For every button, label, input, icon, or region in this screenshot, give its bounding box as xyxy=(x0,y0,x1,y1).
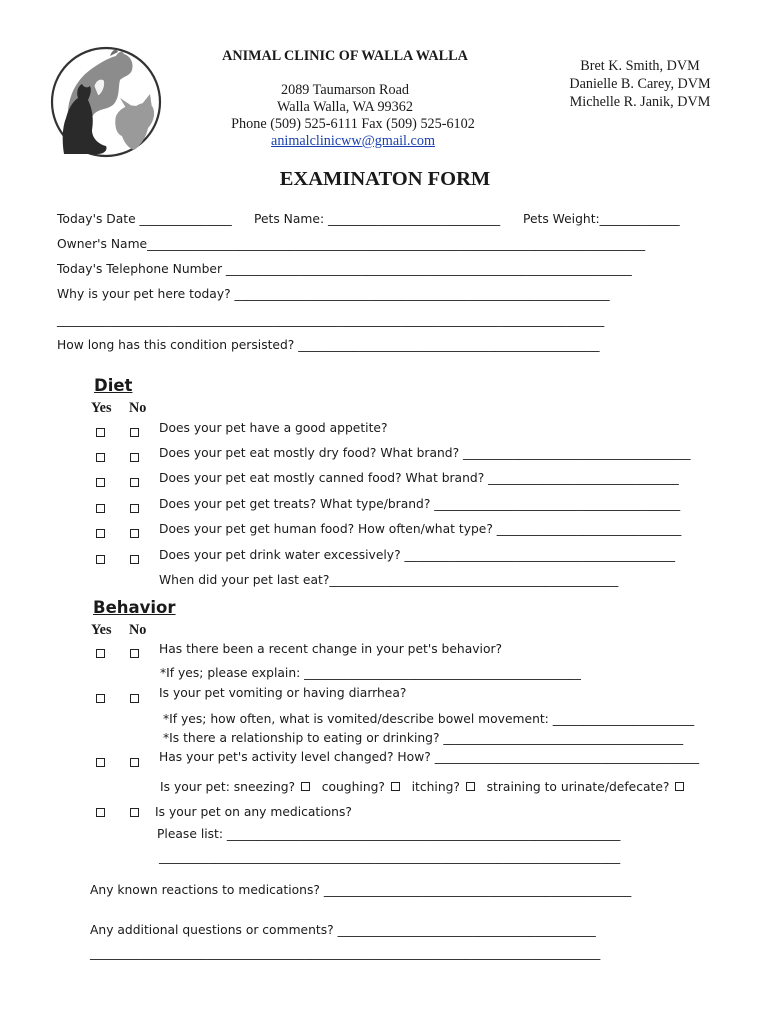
behavior-change-question: Has there been a recent change in your pet's behavior? xyxy=(159,642,503,656)
doctor-3: Michelle R. Janik, DVM xyxy=(569,94,711,110)
treats-question[interactable]: Does your pet get treats? What type/brand? ________________________________________ xyxy=(159,497,681,511)
human-food-no-checkbox[interactable] xyxy=(130,529,139,538)
medications-no-checkbox[interactable] xyxy=(130,808,139,817)
phone-fax: Phone (509) 525-6111 Fax (509) 525-6102 xyxy=(231,116,475,132)
canned-food-no-checkbox[interactable] xyxy=(130,478,139,487)
behavior-explain-field[interactable]: *If yes; please explain: _____________________________________________ xyxy=(160,666,581,680)
medication-reactions-field[interactable]: Any known reactions to medications? __________________________________________________ xyxy=(90,883,632,897)
water-no-checkbox[interactable] xyxy=(130,555,139,564)
pets-name-field[interactable]: Pets Name: ____________________________ xyxy=(254,212,501,226)
straining-label: straining to urinate/defecate? xyxy=(486,780,670,794)
vomit-frequency-field[interactable]: *If yes; how often, what is vomited/describe bowel movement: _______________________ xyxy=(163,712,695,726)
canned-food-yes-checkbox[interactable] xyxy=(96,478,105,487)
itching-checkbox[interactable] xyxy=(466,782,475,791)
is-your-pet-label: Is your pet: sneezing? xyxy=(160,780,296,794)
human-food-question[interactable]: Does your pet get human food? How often/what type? ______________________________ xyxy=(159,522,682,536)
activity-yes-checkbox[interactable] xyxy=(96,758,105,767)
appetite-yes-checkbox[interactable] xyxy=(96,428,105,437)
why-here-continued-field[interactable]: _________________________________________________________________________________________ xyxy=(57,313,605,327)
symptoms-row xyxy=(160,780,684,794)
appetite-question: Does your pet have a good appetite? xyxy=(159,421,388,435)
additional-comments-line-2[interactable]: ___________________________________________________________________________________ xyxy=(90,946,601,960)
itching-label: itching? xyxy=(411,780,460,794)
behavior-change-yes-checkbox[interactable] xyxy=(96,649,105,658)
additional-comments-field[interactable]: Any additional questions or comments? __________________________________________ xyxy=(90,923,596,937)
diet-heading: Diet xyxy=(94,376,133,395)
dry-food-question[interactable]: Does your pet eat mostly dry food? What brand? _____________________________________ xyxy=(159,446,691,460)
behavior-no-label: No xyxy=(129,622,147,638)
straining-checkbox[interactable] xyxy=(675,782,684,791)
water-yes-checkbox[interactable] xyxy=(96,555,105,564)
last-eat-field[interactable]: When did your pet last eat?_______________________________________________ xyxy=(159,573,619,587)
dry-food-yes-checkbox[interactable] xyxy=(96,453,105,462)
diet-no-label: No xyxy=(129,400,147,416)
vomiting-yes-checkbox[interactable] xyxy=(96,694,105,703)
clinic-name: ANIMAL CLINIC OF WALLA WALLA xyxy=(222,48,468,64)
canned-food-question[interactable]: Does your pet eat mostly canned food? What brand? _______________________________ xyxy=(159,471,679,485)
sneezing-checkbox[interactable] xyxy=(301,782,310,791)
vomiting-question: Is your pet vomiting or having diarrhea? xyxy=(159,686,407,700)
eating-relationship-field[interactable]: *Is there a relationship to eating or drinking? _______________________________________ xyxy=(163,731,684,745)
activity-no-checkbox[interactable] xyxy=(130,758,139,767)
appetite-no-checkbox[interactable] xyxy=(130,428,139,437)
pets-weight-field[interactable]: Pets Weight:_____________ xyxy=(523,212,680,226)
doctor-1: Bret K. Smith, DVM xyxy=(580,58,700,74)
condition-duration-field[interactable]: How long has this condition persisted? _________________________________________________ xyxy=(57,338,600,352)
doctor-2: Danielle B. Carey, DVM xyxy=(569,76,711,92)
treats-no-checkbox[interactable] xyxy=(130,504,139,513)
form-title: EXAMINATON FORM xyxy=(279,168,491,190)
medications-question: Is your pet on any medications? xyxy=(155,805,352,819)
behavior-heading: Behavior xyxy=(93,598,176,617)
treats-yes-checkbox[interactable] xyxy=(96,504,105,513)
medications-list-line-2[interactable]: ___________________________________________________________________________ xyxy=(159,850,621,864)
medications-yes-checkbox[interactable] xyxy=(96,808,105,817)
diet-yes-label: Yes xyxy=(91,400,112,416)
water-question[interactable]: Does your pet drink water excessively? ____________________________________________ xyxy=(159,548,676,562)
address-line-1: 2089 Taumarson Road xyxy=(281,82,409,98)
owners-name-field[interactable]: Owner's Name_________________________________________________________________________________ xyxy=(57,237,646,251)
why-here-field[interactable]: Why is your pet here today? _____________________________________________________________ xyxy=(57,287,610,301)
coughing-checkbox[interactable] xyxy=(391,782,400,791)
human-food-yes-checkbox[interactable] xyxy=(96,529,105,538)
behavior-yes-label: Yes xyxy=(91,622,112,638)
coughing-label: coughing? xyxy=(321,780,385,794)
behavior-change-no-checkbox[interactable] xyxy=(130,649,139,658)
address-line-2: Walla Walla, WA 99362 xyxy=(277,99,413,115)
activity-question[interactable]: Has your pet's activity level changed? How? ___________________________________________ xyxy=(159,750,700,764)
dry-food-no-checkbox[interactable] xyxy=(130,453,139,462)
clinic-email-link[interactable]: animalclinicww@gmail.com xyxy=(271,133,435,149)
telephone-field[interactable]: Today's Telephone Number __________________________________________________________________ xyxy=(57,262,632,276)
todays-date-field[interactable]: Today's Date _______________ xyxy=(57,212,232,226)
clinic-logo xyxy=(50,46,162,160)
vomiting-no-checkbox[interactable] xyxy=(130,694,139,703)
medications-list-field[interactable]: Please list: ________________________________________________________________ xyxy=(157,827,621,841)
